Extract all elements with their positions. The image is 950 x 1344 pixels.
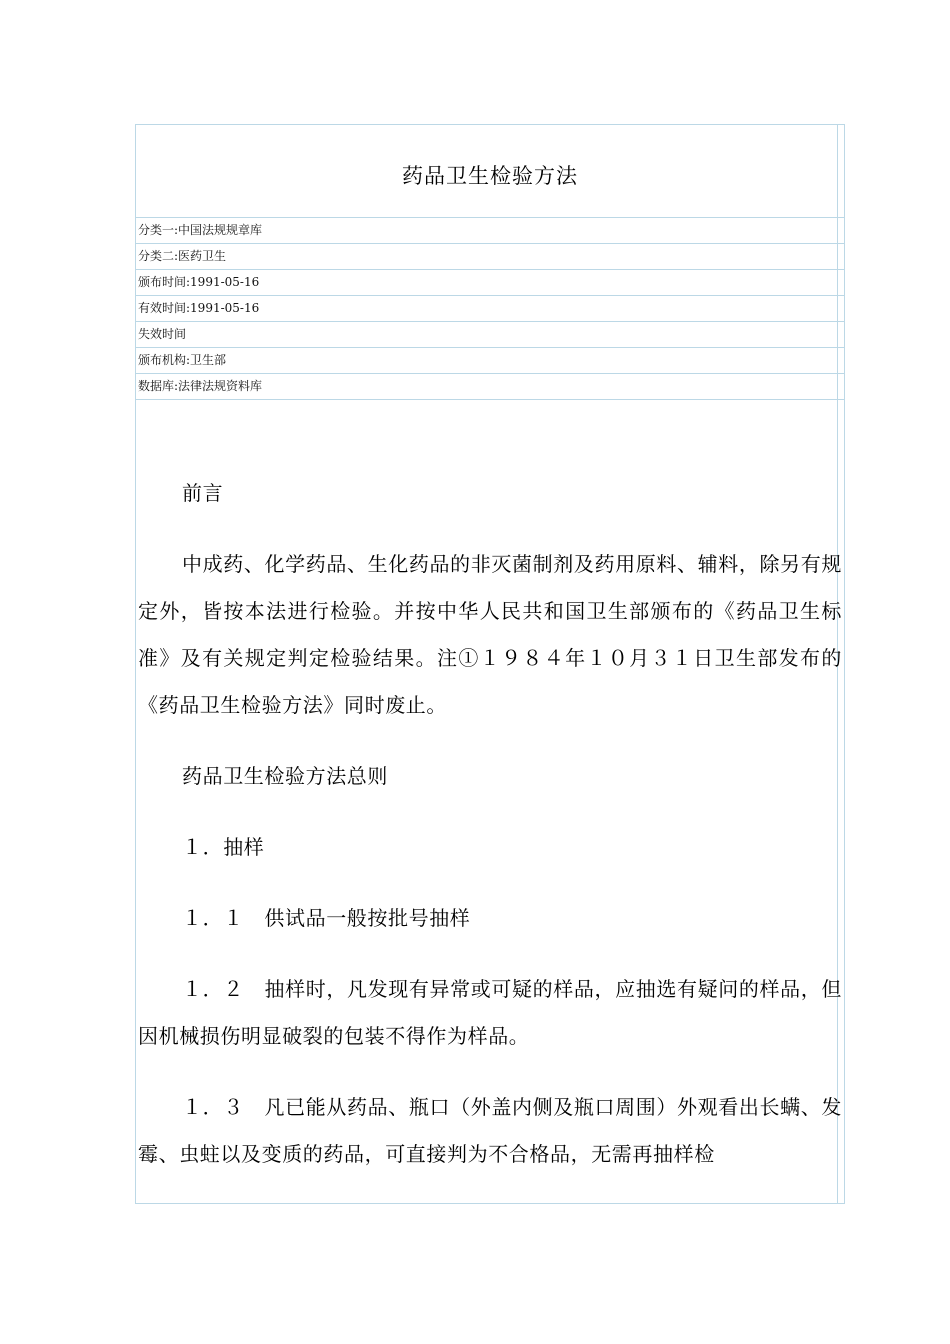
document-title: 药品卫生检验方法 <box>402 164 578 188</box>
meta-effective-date: 有效时间:1991-05-16 <box>136 296 844 322</box>
meta-issuing-authority: 颁布机构:卫生部 <box>136 348 844 374</box>
section-1-heading: １．抽样 <box>182 835 265 859</box>
title-row <box>136 125 844 218</box>
document-body <box>136 400 844 1178</box>
section-1-2: １．２ 抽样时，凡发现有异常或可疑的样品，应抽选有疑问的样品，但因机械损伤明显破裂的包装不得作为样品。 <box>138 977 842 1048</box>
meta-category-1: 分类一:中国法规规章库 <box>136 218 844 244</box>
meta-database: 数据库:法律法规资料库 <box>136 374 844 400</box>
document-frame <box>135 124 845 1204</box>
section-1-3: １．３ 凡已能从药品、瓶口（外盖内侧及瓶口周围）外观看出长螨、发霉、虫蛀以及变质的药品，可直接判为不合格品，无需再抽样检 <box>138 1095 842 1166</box>
section-1-1: １．１ 供试品一般按批号抽样 <box>182 906 471 930</box>
general-rules-heading: 药品卫生检验方法总则 <box>182 764 388 788</box>
preface-heading: 前言 <box>182 481 224 505</box>
meta-issue-date: 颁布时间:1991-05-16 <box>136 270 844 296</box>
meta-category-2: 分类二:医药卫生 <box>136 244 844 270</box>
preface-paragraph: 中成药、化学药品、生化药品的非灭菌制剂及药用原料、辅料，除另有规定外，皆按本法进行检验。并按中华人民共和国卫生部颁布的《药品卫生标准》及有关规定判定检验结果。注①１９８４年１０月３１日卫生部发布的《药品卫生检验方法》同时废止。 <box>138 552 842 717</box>
meta-expiry-date: 失效时间 <box>136 322 844 348</box>
